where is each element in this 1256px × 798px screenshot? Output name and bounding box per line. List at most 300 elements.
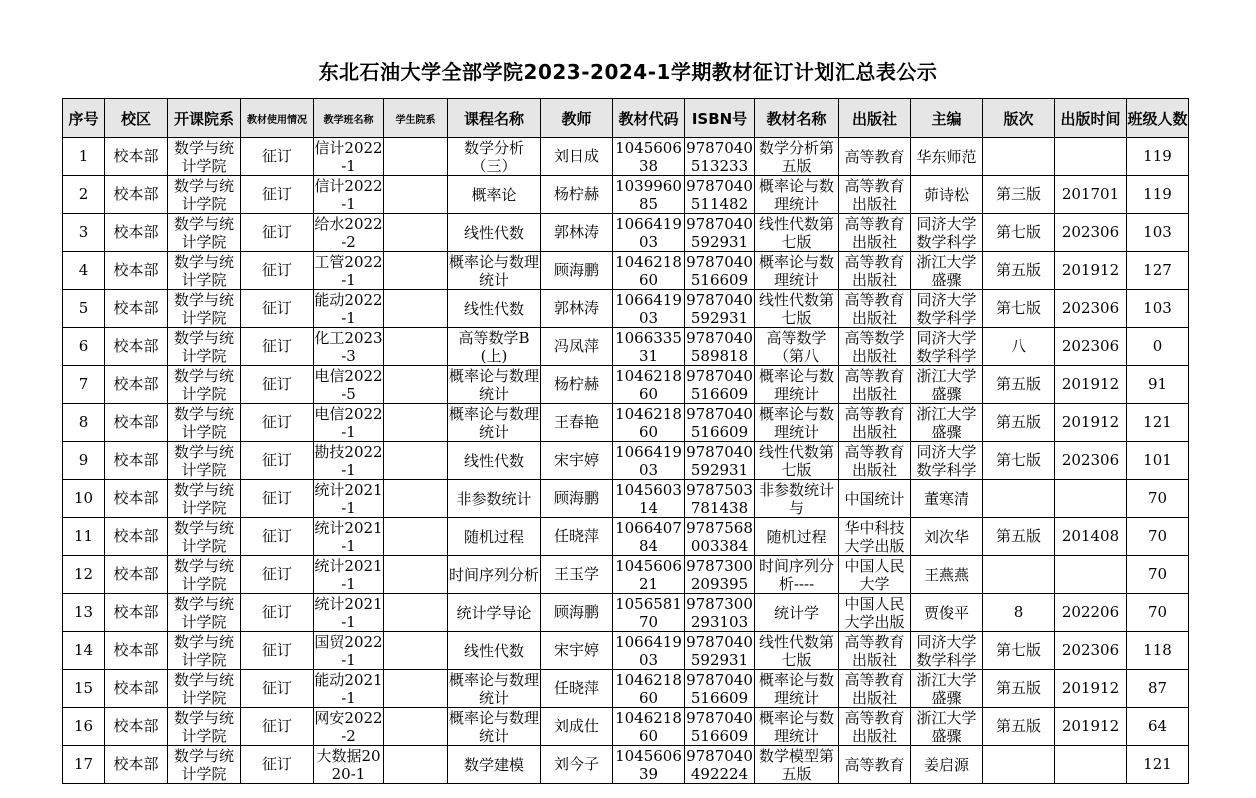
table-cell [105, 366, 168, 404]
table-cell [168, 290, 241, 328]
cell-text: 华中科技大学出版 [844, 518, 905, 555]
cell-text: 87 [1147, 679, 1168, 697]
table-cell [613, 556, 685, 594]
table-cell [105, 328, 168, 366]
cell-text: 郭林涛 [553, 223, 599, 241]
cell-text: 线性代数 [463, 299, 524, 318]
table-cell [1127, 252, 1189, 290]
column-header: 序号 [63, 99, 105, 138]
table-cell [983, 746, 1055, 784]
table-cell [448, 556, 541, 594]
table-cell [384, 214, 448, 252]
column-header: 版次 [983, 99, 1055, 138]
table-cell [448, 746, 541, 784]
cell-text: 17 [73, 755, 94, 773]
table-cell [168, 328, 241, 366]
cell-text: 大数据2020-1 [316, 746, 381, 783]
cell-text: 线性代数 [463, 223, 524, 242]
table-row [63, 176, 1189, 214]
cell-text: 概率论与数理统计 [448, 404, 539, 441]
table-cell [613, 138, 685, 176]
cell-text: 征订 [261, 679, 292, 697]
cell-text: 浙江大学盛骤 [916, 252, 977, 289]
table-cell [384, 594, 448, 632]
cell-text: 201701 [1061, 185, 1120, 203]
table-row [63, 328, 1189, 366]
table-cell [1127, 328, 1189, 366]
cell-text: 同济大学数学科学 [916, 214, 977, 251]
cell-text: 数学与统计学院 [173, 176, 234, 213]
table-cell [448, 518, 541, 556]
cell-text: 数学与统计学院 [173, 214, 234, 251]
cell-text [384, 633, 447, 669]
cell-text: 121 [1143, 755, 1172, 773]
table-cell [1055, 556, 1127, 594]
cell-text: 八 [1010, 337, 1026, 355]
cell-text: 数学与统计学院 [173, 328, 234, 365]
table-cell [448, 708, 541, 746]
table-row [63, 480, 1189, 518]
cell-text: 202306 [1061, 451, 1120, 469]
table-cell [241, 518, 314, 556]
cell-text: 数学与统计学院 [173, 480, 234, 517]
table-row [63, 366, 1189, 404]
cell-text: 202306 [1061, 299, 1120, 317]
table-cell [613, 746, 685, 784]
cell-text: 104560314 [615, 480, 682, 517]
table-cell [241, 556, 314, 594]
cell-text: 概率论与数理统计 [448, 252, 539, 289]
table-cell [1127, 214, 1189, 252]
table-cell [448, 328, 541, 366]
table-cell [314, 404, 384, 442]
cell-text: 7 [78, 375, 89, 393]
cell-text: 数学与统计学院 [173, 670, 234, 707]
cell-text: 数学建模 [463, 755, 524, 774]
table-cell [613, 404, 685, 442]
table-cell [241, 708, 314, 746]
table-cell [1055, 480, 1127, 518]
cell-text: 浙江大学盛骤 [916, 404, 977, 441]
table-cell [755, 138, 839, 176]
cell-text: 高等数学B(上) [458, 328, 530, 365]
cell-text: 顾海鹏 [553, 603, 599, 621]
table-cell [105, 252, 168, 290]
table-cell [613, 708, 685, 746]
table-cell [839, 556, 911, 594]
cell-text: 校本部 [113, 299, 159, 317]
table-cell [448, 214, 541, 252]
table-cell [63, 708, 105, 746]
table-cell [384, 328, 448, 366]
table-cell [63, 290, 105, 328]
cell-text: 127 [1143, 261, 1172, 279]
cell-text [384, 443, 447, 479]
cell-text: 104621860 [615, 670, 682, 707]
cell-text: 华东师范 [916, 147, 977, 166]
cell-text [384, 329, 447, 365]
cell-text: 刘日成 [553, 147, 599, 165]
column-header: ISBN号 [685, 99, 755, 138]
table-cell [314, 556, 384, 594]
table-cell [384, 632, 448, 670]
cell-text [384, 595, 447, 631]
cell-text: 数学与统计学院 [173, 404, 234, 441]
table-cell [241, 670, 314, 708]
table-cell [1127, 632, 1189, 670]
table-cell [755, 556, 839, 594]
table-cell [448, 480, 541, 518]
table-cell [63, 404, 105, 442]
table-cell [1055, 442, 1127, 480]
cell-text: 顾海鹏 [553, 489, 599, 507]
cell-text: 校本部 [113, 337, 159, 355]
table-cell [911, 442, 983, 480]
cell-text: 104560639 [615, 746, 682, 783]
cell-text: 统计2021-1 [314, 556, 383, 593]
table-cell [1127, 708, 1189, 746]
table-cell [168, 670, 241, 708]
table-cell [613, 632, 685, 670]
cell-text: 第七版 [995, 299, 1041, 317]
cell-text: 2 [78, 185, 89, 203]
cell-text: 202306 [1061, 641, 1120, 659]
table-cell [168, 556, 241, 594]
cell-text: 概率论与数理统计 [758, 404, 834, 441]
cell-text: 高等教育出版社 [844, 670, 905, 707]
table-cell [168, 518, 241, 556]
column-header: 出版时间 [1055, 99, 1127, 138]
cell-text: 高等教育出版社 [844, 366, 905, 403]
table-cell [911, 214, 983, 252]
cell-text: 高等教育出版社 [844, 404, 905, 441]
table-cell [685, 632, 755, 670]
table-cell [685, 366, 755, 404]
cell-text: 103996085 [615, 176, 682, 213]
cell-text: 119 [1143, 147, 1172, 165]
cell-text: 能动2021-1 [314, 670, 383, 707]
table-cell [1127, 480, 1189, 518]
column-header: 校区 [105, 99, 168, 138]
cell-text: 刘今子 [553, 755, 599, 773]
cell-text: 9787040592931 [686, 290, 753, 327]
table-cell [105, 404, 168, 442]
table-cell [241, 480, 314, 518]
cell-text: 高等数学出版社 [844, 328, 905, 365]
cell-text: 11 [73, 527, 94, 545]
cell-text: 105658170 [615, 594, 682, 631]
table-cell [755, 214, 839, 252]
table-cell [314, 632, 384, 670]
cell-text: 9787300209395 [686, 556, 753, 593]
table-cell [314, 328, 384, 366]
table-cell [613, 366, 685, 404]
table-cell [105, 746, 168, 784]
cell-text [384, 557, 447, 593]
cell-text: 校本部 [113, 679, 159, 697]
cell-text: 高等教育出版社 [844, 290, 905, 327]
table-cell [983, 138, 1055, 176]
cell-text: 第七版 [995, 641, 1041, 659]
table-cell [755, 252, 839, 290]
cell-text: 70 [1147, 565, 1168, 583]
table-cell [613, 328, 685, 366]
cell-text: 非参数统计 [456, 489, 532, 508]
table-cell [911, 480, 983, 518]
table-cell [63, 176, 105, 214]
table-cell [613, 290, 685, 328]
cell-text: 104560638 [615, 138, 682, 175]
cell-text: 5 [78, 299, 89, 317]
table-cell [541, 366, 613, 404]
cell-text: 征订 [261, 185, 292, 203]
cell-text: 高等教育 [844, 755, 905, 774]
table-cell [839, 708, 911, 746]
table-cell [983, 176, 1055, 214]
table-cell [384, 708, 448, 746]
cell-text: 9787040516609 [686, 252, 753, 289]
cell-text [384, 177, 447, 213]
cell-text: 高等教育出版社 [844, 442, 905, 479]
table-cell [168, 746, 241, 784]
cell-text: 征订 [261, 223, 292, 241]
table-cell [983, 632, 1055, 670]
table-cell [384, 442, 448, 480]
table-cell [613, 594, 685, 632]
table-cell [839, 366, 911, 404]
table-cell [613, 252, 685, 290]
cell-text [384, 139, 447, 175]
table-cell [685, 708, 755, 746]
table-cell [384, 746, 448, 784]
table-row [63, 404, 1189, 442]
table-cell [448, 632, 541, 670]
cell-text: 9787040592931 [686, 632, 753, 669]
table-cell [1055, 708, 1127, 746]
cell-text: 浙江大学盛骤 [916, 670, 977, 707]
table-cell [105, 176, 168, 214]
cell-text: 数学分析第五版 [758, 138, 834, 175]
cell-text: 同济大学数学科学 [916, 442, 977, 479]
table-cell [983, 708, 1055, 746]
column-header: 主编 [911, 99, 983, 138]
column-header: 班级人数 [1127, 99, 1189, 138]
cell-text: 信计2022-1 [314, 138, 383, 175]
table-cell [384, 404, 448, 442]
cell-text: 数学与统计学院 [173, 290, 234, 327]
table-cell [685, 176, 755, 214]
cell-text: 数学分析（三） [463, 138, 524, 175]
table-cell [755, 442, 839, 480]
cell-text: 贾俊平 [923, 603, 969, 622]
table-cell [541, 252, 613, 290]
cell-text: 校本部 [113, 641, 159, 659]
cell-text [384, 405, 447, 441]
table-cell [1127, 670, 1189, 708]
table-cell [983, 480, 1055, 518]
cell-text: 校本部 [113, 489, 159, 507]
table-cell [314, 518, 384, 556]
cell-text: 高等数学（第八 [766, 328, 827, 365]
cell-text [384, 671, 447, 707]
table-cell [241, 366, 314, 404]
table-cell [384, 556, 448, 594]
cell-text: 70 [1147, 603, 1168, 621]
cell-text: 线性代数 [463, 451, 524, 470]
table-cell [241, 328, 314, 366]
table-cell [755, 670, 839, 708]
cell-text: 王春艳 [553, 413, 599, 431]
cell-text: 校本部 [113, 261, 159, 279]
cell-text: 概率论与数理统计 [758, 670, 834, 707]
cell-text: 9 [78, 451, 89, 469]
table-cell [983, 290, 1055, 328]
cell-text: 121 [1143, 413, 1172, 431]
table-cell [983, 556, 1055, 594]
cell-text: 线性代数第七版 [758, 214, 834, 251]
cell-text: 中国人民大学 [844, 556, 905, 593]
table-cell [839, 290, 911, 328]
table-cell [448, 366, 541, 404]
cell-text: 校本部 [113, 223, 159, 241]
table-cell [105, 518, 168, 556]
table-cell [839, 328, 911, 366]
cell-text: 9787040592931 [686, 214, 753, 251]
table-cell [911, 518, 983, 556]
cell-text: 校本部 [113, 375, 159, 393]
table-cell [685, 290, 755, 328]
cell-text: 征订 [261, 261, 292, 279]
cell-text: 数学与统计学院 [173, 632, 234, 669]
table-cell [63, 518, 105, 556]
cell-text: 9787300293103 [686, 594, 753, 631]
cell-text: 数学与统计学院 [173, 252, 234, 289]
table-cell [1055, 632, 1127, 670]
table-cell [1055, 518, 1127, 556]
table-cell [541, 480, 613, 518]
table-cell [983, 518, 1055, 556]
table-cell [613, 518, 685, 556]
cell-text: 202306 [1061, 223, 1120, 241]
cell-text: 刘次华 [923, 527, 969, 546]
table-cell [241, 252, 314, 290]
table-row [63, 138, 1189, 176]
table-cell [448, 290, 541, 328]
cell-text: 4 [78, 261, 89, 279]
table-cell [911, 670, 983, 708]
cell-text: 9787040589818 [686, 328, 753, 365]
table-cell [911, 290, 983, 328]
cell-text: 9787040511482 [686, 176, 753, 213]
table-cell [983, 214, 1055, 252]
cell-text: 数学与统计学院 [173, 138, 234, 175]
table-cell [448, 404, 541, 442]
cell-text: 统计学导论 [456, 603, 532, 622]
table-cell [314, 746, 384, 784]
table-cell [63, 746, 105, 784]
table-cell [105, 214, 168, 252]
table-cell [1127, 518, 1189, 556]
table-cell [755, 404, 839, 442]
table-cell [755, 632, 839, 670]
cell-text: 同济大学数学科学 [916, 632, 977, 669]
table-cell [541, 214, 613, 252]
table-cell [541, 518, 613, 556]
cell-text: 化工2023-3 [314, 328, 383, 365]
table-cell [911, 594, 983, 632]
cell-text: 校本部 [113, 717, 159, 735]
cell-text: 能动2022-1 [314, 290, 383, 327]
table-cell [685, 252, 755, 290]
table-cell [168, 138, 241, 176]
cell-text: 任晓萍 [553, 527, 599, 545]
cell-text: 王玉学 [553, 565, 599, 583]
table-cell [541, 594, 613, 632]
table-cell [105, 556, 168, 594]
table-cell [384, 366, 448, 404]
table-cell [168, 366, 241, 404]
table-cell [241, 746, 314, 784]
table-cell [541, 442, 613, 480]
cell-text: 数学模型第五版 [758, 746, 834, 783]
cell-text: 线性代数第七版 [758, 632, 834, 669]
cell-text [384, 367, 447, 403]
cell-text: 数学与统计学院 [173, 556, 234, 593]
cell-text: 9787040592931 [686, 442, 753, 479]
table-cell [613, 670, 685, 708]
table-cell [448, 252, 541, 290]
table-cell [448, 594, 541, 632]
cell-text: 0 [1152, 337, 1163, 355]
table-cell [755, 176, 839, 214]
cell-text: 杨柠赫 [553, 375, 599, 393]
cell-text: 15 [73, 679, 94, 697]
cell-text: 校本部 [113, 527, 159, 545]
table-cell [911, 138, 983, 176]
cell-text: 宋宇婷 [553, 641, 599, 659]
table-cell [105, 442, 168, 480]
cell-text: 征订 [261, 337, 292, 355]
cell-text: 14 [73, 641, 94, 659]
column-header: 教材使用情况 [241, 99, 314, 138]
table-cell [541, 138, 613, 176]
cell-text: 12 [73, 565, 94, 583]
table-cell [105, 480, 168, 518]
cell-text: 线性代数第七版 [758, 290, 834, 327]
cell-text: 201912 [1061, 261, 1120, 279]
table-cell [911, 708, 983, 746]
table-cell [384, 670, 448, 708]
table-cell [105, 708, 168, 746]
table-cell [839, 214, 911, 252]
cell-text [384, 291, 447, 327]
table-cell [63, 442, 105, 480]
table-cell [613, 176, 685, 214]
cell-text: 概率论与数理统计 [448, 670, 539, 707]
table-row [63, 290, 1189, 328]
cell-text: 校本部 [113, 147, 159, 165]
table-cell [168, 176, 241, 214]
table-cell [168, 594, 241, 632]
table-cell [541, 670, 613, 708]
cell-text: 统计2021-1 [314, 518, 383, 555]
cell-text: 9787040516609 [686, 404, 753, 441]
column-header: 教学班名称 [314, 99, 384, 138]
cell-text: 征订 [261, 527, 292, 545]
table-cell [448, 442, 541, 480]
table-cell [983, 594, 1055, 632]
cell-text: 第五版 [995, 413, 1041, 431]
